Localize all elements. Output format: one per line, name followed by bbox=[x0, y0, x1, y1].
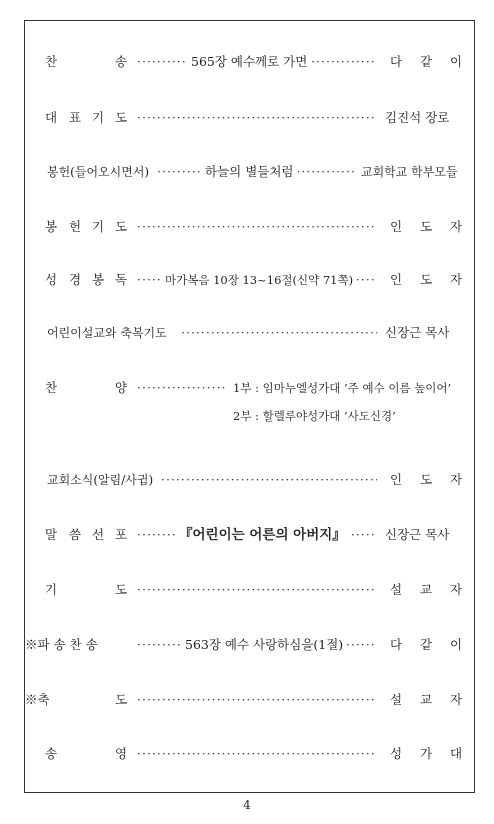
row-person: 신장근 목사 bbox=[385, 325, 450, 340]
row-person-char-3: 자 bbox=[449, 219, 463, 234]
row-label-char-1: 성 bbox=[44, 272, 58, 287]
leader-dots bbox=[161, 469, 377, 491]
row-person-char-3: 대 bbox=[449, 746, 463, 761]
row-person-char-3: 자 bbox=[449, 582, 463, 597]
row-label-char-2: 영 bbox=[114, 746, 128, 761]
row-label-char-1: 송 bbox=[44, 746, 58, 761]
row-person bbox=[386, 469, 466, 491]
leader-dots bbox=[181, 322, 377, 344]
row-label: 어린이설교와 축복기도 bbox=[47, 326, 167, 340]
program-row-prayer bbox=[25, 579, 474, 601]
row-person-char-1: 다 bbox=[389, 637, 403, 652]
row-person: 김진석 장로 bbox=[385, 110, 450, 125]
row-person bbox=[386, 689, 466, 711]
row-person-char-2: 도 bbox=[419, 472, 433, 487]
program-row-opening-hymn bbox=[25, 51, 474, 73]
row-person-char-3: 자 bbox=[449, 692, 463, 707]
row-label-char-1: 찬 bbox=[44, 380, 58, 395]
row-label-char-3: 기 bbox=[91, 219, 105, 234]
row-label-char-2: 경 bbox=[68, 272, 82, 287]
program-row-benediction bbox=[25, 689, 474, 711]
row-title: 565장 예수께로 가면 bbox=[187, 51, 311, 73]
row-label-char-2: 표 bbox=[68, 110, 82, 125]
row-label-char-4: 도 bbox=[114, 110, 128, 125]
row-label: 교회소식(알림/사귐) bbox=[47, 473, 154, 487]
row-person bbox=[386, 743, 466, 765]
choir-part-1: 1부 : 임마누엘성가대 ‘주 예수 이름 높이어’ bbox=[233, 381, 452, 395]
row-label-char-1: 찬 bbox=[44, 54, 58, 69]
row-title: 563장 예수 사랑하심을(1절) bbox=[181, 634, 347, 656]
sermon-title: 『어린이는 어른의 아버지』 bbox=[175, 524, 350, 546]
row-person-char-2: 같 bbox=[419, 54, 433, 69]
row-label-char-2: 헌 bbox=[68, 219, 82, 234]
row-label-char-3: 선 bbox=[91, 527, 105, 542]
row-label-char-1: 말 bbox=[44, 527, 58, 542]
row-person bbox=[386, 216, 466, 238]
program-row-choir-anthem bbox=[25, 377, 474, 399]
row-title: 하늘의 별들처럼 bbox=[201, 161, 298, 183]
row-person-char-1: 성 bbox=[389, 746, 403, 761]
program-frame bbox=[24, 20, 475, 793]
row-label-char-2: 송 bbox=[114, 54, 128, 69]
row-label-char-1: 대 bbox=[44, 110, 58, 125]
row-label-char-4: 포 bbox=[114, 527, 128, 542]
row-label-char-2: 도 bbox=[114, 692, 128, 707]
row-label-prefix: ※축 bbox=[25, 692, 50, 707]
row-label-char-1: 봉 bbox=[44, 219, 58, 234]
row-person-char-1: 다 bbox=[389, 54, 403, 69]
row-person-char-2: 교 bbox=[419, 692, 433, 707]
program-row-sending-hymn bbox=[25, 634, 474, 656]
program-row-scripture-reading bbox=[25, 269, 474, 291]
program-row-offering-prayer bbox=[25, 216, 474, 238]
row-person-char-1: 인 bbox=[389, 472, 403, 487]
row-person-char-3: 자 bbox=[449, 472, 463, 487]
row-person-char-2: 교 bbox=[419, 582, 433, 597]
row-label: 봉헌(들어오시면서) bbox=[47, 165, 150, 179]
row-person-char-2: 같 bbox=[419, 637, 433, 652]
leader-dots bbox=[137, 107, 377, 129]
row-label-char-4: 도 bbox=[114, 219, 128, 234]
program-row-church-news bbox=[25, 469, 474, 491]
row-person-char-3: 이 bbox=[449, 54, 463, 69]
program-row-children-sermon bbox=[25, 322, 474, 344]
leader-dots bbox=[137, 689, 377, 711]
row-label-char-3: 봉 bbox=[91, 272, 105, 287]
row-person-char-1: 설 bbox=[389, 692, 403, 707]
row-label-char-2: 도 bbox=[114, 582, 128, 597]
leader-dots bbox=[137, 377, 227, 399]
row-person-char-3: 이 bbox=[449, 637, 463, 652]
row-label-char-3: 기 bbox=[91, 110, 105, 125]
row-person-char-2: 도 bbox=[419, 272, 433, 287]
row-person bbox=[386, 579, 466, 601]
row-person: 신장근 목사 bbox=[385, 527, 450, 542]
program-row-representative-prayer bbox=[25, 107, 474, 129]
program-row-sermon bbox=[25, 524, 474, 546]
row-label-char-2: 양 bbox=[114, 380, 128, 395]
row-person bbox=[386, 269, 466, 291]
row-label-char-1: 기 bbox=[44, 582, 58, 597]
program-row-offering bbox=[25, 161, 474, 183]
row-person bbox=[386, 51, 466, 73]
row-label-char-4: 독 bbox=[114, 272, 128, 287]
leader-dots bbox=[137, 216, 377, 238]
row-person-char-1: 인 bbox=[389, 219, 403, 234]
program-row-doxology bbox=[25, 743, 474, 765]
choir-part-2: 2부 : 할렐루야성가대 ‘사도신경’ bbox=[233, 409, 396, 423]
row-person: 교회학교 학부모들 bbox=[361, 165, 458, 179]
row-person-char-3: 자 bbox=[449, 272, 463, 287]
row-person-char-1: 인 bbox=[389, 272, 403, 287]
row-title: 마가복음 10장 13~16절(신약 71쪽) bbox=[161, 269, 357, 291]
row-person-char-1: 설 bbox=[389, 582, 403, 597]
leader-dots bbox=[137, 579, 377, 601]
row-person bbox=[386, 634, 466, 656]
row-label: ※파 송 찬 송 bbox=[25, 637, 98, 652]
program-row-choir-anthem-second bbox=[25, 405, 474, 427]
row-person-char-2: 도 bbox=[419, 219, 433, 234]
row-label-char-2: 씀 bbox=[68, 527, 82, 542]
page-number: 4 bbox=[243, 798, 251, 812]
leader-dots bbox=[137, 743, 377, 765]
row-person-char-2: 가 bbox=[419, 746, 433, 761]
